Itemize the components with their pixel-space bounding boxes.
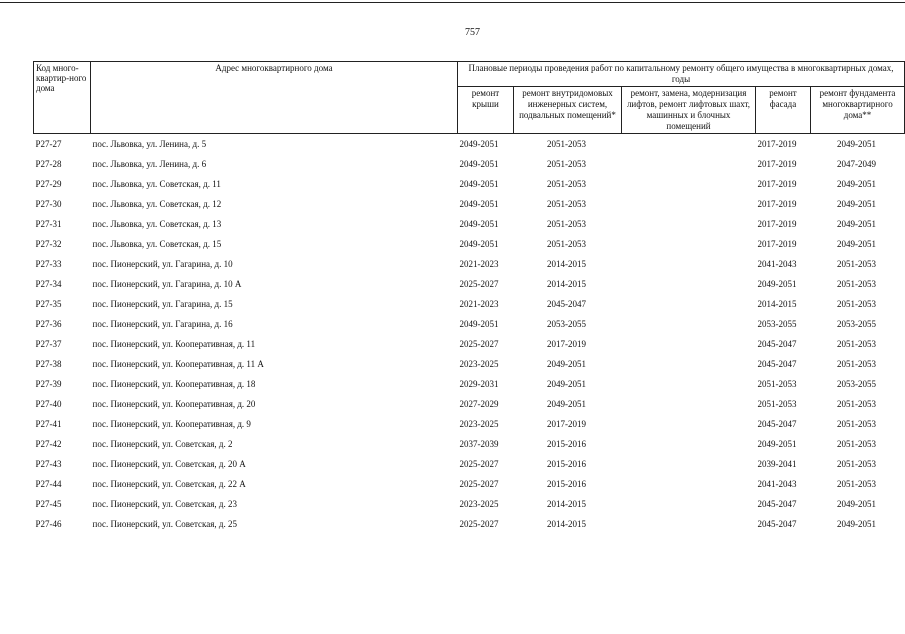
header-address: Адрес многоквартирного дома (91, 62, 458, 134)
cell-code: Р27-34 (35, 278, 62, 289)
cell-foundation: 2049-2051 (837, 218, 877, 229)
cell-address: пос. Пионерский, ул. Гагарина, д. 10 А (92, 278, 242, 289)
table-row (34, 254, 905, 274)
cell-code: Р27-32 (35, 238, 62, 249)
cell-roof: 2027-2029 (459, 398, 499, 409)
cell-code: Р27-37 (35, 338, 62, 349)
cell-engineering: 2045-2047 (547, 298, 586, 309)
cell-elevators (622, 194, 756, 214)
cell-facade: 2041-2043 (757, 478, 797, 489)
cell-code: Р27-38 (35, 358, 62, 369)
cell-code: Р27-41 (35, 418, 62, 429)
cell-facade: 2039-2041 (757, 458, 797, 469)
cell-foundation: 2047-2049 (837, 158, 877, 169)
cell-facade: 2045-2047 (757, 498, 797, 509)
cell-elevators (622, 174, 756, 194)
cell-roof: 2049-2051 (459, 138, 499, 149)
table-row (34, 134, 905, 155)
cell-foundation: 2049-2051 (837, 238, 877, 249)
cell-facade: 2017-2019 (757, 238, 797, 249)
cell-roof: 2049-2051 (459, 158, 499, 169)
cell-roof: 2021-2023 (459, 298, 499, 309)
cell-foundation: 2051-2053 (837, 418, 877, 429)
table-row (34, 214, 905, 234)
cell-code: Р27-44 (35, 478, 62, 489)
cell-foundation: 2053-2055 (837, 318, 877, 329)
cell-elevators (622, 454, 756, 474)
table-row (34, 474, 905, 494)
cell-foundation: 2051-2053 (837, 438, 877, 449)
cell-code: Р27-39 (35, 378, 62, 389)
table-row (34, 494, 905, 514)
cell-elevators (622, 274, 756, 294)
cell-engineering: 2051-2053 (547, 138, 586, 149)
cell-foundation: 2051-2053 (837, 258, 877, 269)
cell-facade: 2041-2043 (757, 258, 797, 269)
cell-elevators (622, 434, 756, 454)
cell-elevators (622, 254, 756, 274)
cell-code: Р27-46 (35, 518, 62, 529)
cell-address: пос. Львовка, ул. Ленина, д. 5 (92, 138, 207, 149)
cell-address: пос. Пионерский, ул. Советская, д. 20 А (92, 458, 246, 469)
cell-engineering: 2051-2053 (547, 178, 586, 189)
cell-elevators (622, 494, 756, 514)
cell-elevators (622, 334, 756, 354)
cell-address: пос. Пионерский, ул. Кооперативная, д. 11 А (92, 358, 264, 369)
cell-address: пос. Пионерский, ул. Советская, д. 2 (92, 438, 233, 449)
cell-code: Р27-40 (35, 398, 62, 409)
cell-roof: 2025-2027 (459, 278, 499, 289)
cell-facade: 2049-2051 (757, 278, 797, 289)
cell-elevators (622, 474, 756, 494)
cell-engineering: 2017-2019 (547, 338, 586, 349)
cell-elevators (622, 414, 756, 434)
cell-facade: 2045-2047 (757, 418, 797, 429)
cell-code: Р27-42 (35, 438, 62, 449)
header-roof: ремонт крыши (458, 87, 514, 134)
header-periods-group: Плановые периоды проведения работ по капитальному ремонту общего имущества в многоквартирных домах, годы (458, 62, 905, 87)
cell-foundation: 2051-2053 (837, 458, 877, 469)
cell-foundation: 2049-2051 (837, 178, 877, 189)
cell-engineering: 2049-2051 (547, 358, 586, 369)
cell-engineering: 2014-2015 (547, 498, 586, 509)
cell-engineering: 2017-2019 (547, 418, 586, 429)
table-row (34, 274, 905, 294)
table-row (34, 514, 905, 534)
cell-roof: 2049-2051 (459, 318, 499, 329)
cell-facade: 2017-2019 (757, 158, 797, 169)
cell-code: Р27-33 (35, 258, 62, 269)
cell-code: Р27-30 (35, 198, 62, 209)
cell-foundation: 2051-2053 (837, 278, 877, 289)
cell-elevators (622, 314, 756, 334)
cell-roof: 2049-2051 (459, 178, 499, 189)
cell-elevators (622, 354, 756, 374)
header-foundation: ремонт фундамента многоквартирного дома** (811, 87, 905, 134)
cell-engineering: 2051-2053 (547, 218, 586, 229)
cell-foundation: 2051-2053 (837, 478, 877, 489)
cell-elevators (622, 394, 756, 414)
table-row (34, 154, 905, 174)
cell-roof: 2037-2039 (459, 438, 499, 449)
cell-facade: 2051-2053 (757, 398, 797, 409)
cell-engineering: 2051-2053 (547, 198, 586, 209)
cell-roof: 2049-2051 (459, 198, 499, 209)
cell-elevators (622, 514, 756, 534)
cell-code: Р27-45 (35, 498, 62, 509)
cell-code: Р27-31 (35, 218, 62, 229)
cell-address: пос. Львовка, ул. Советская, д. 15 (92, 238, 222, 249)
cell-facade: 2045-2047 (757, 338, 797, 349)
cell-engineering: 2014-2015 (547, 278, 586, 289)
cell-facade: 2017-2019 (757, 198, 797, 209)
cell-roof: 2049-2051 (459, 238, 499, 249)
table-row (34, 434, 905, 454)
cell-address: пос. Львовка, ул. Советская, д. 13 (92, 218, 222, 229)
cell-facade: 2045-2047 (757, 518, 797, 529)
cell-address: пос. Пионерский, ул. Кооперативная, д. 9 (92, 418, 251, 429)
cell-roof: 2023-2025 (459, 498, 499, 509)
cell-foundation: 2051-2053 (837, 358, 877, 369)
cell-roof: 2029-2031 (459, 378, 499, 389)
table-row (34, 374, 905, 394)
cell-engineering: 2015-2016 (547, 478, 586, 489)
cell-address: пос. Пионерский, ул. Кооперативная, д. 20 (92, 398, 256, 409)
header-elevators: ремонт, замена, модернизация лифтов, ремонт лифтовых шахт, машинных и блочных помещений (622, 87, 756, 134)
cell-facade: 2017-2019 (757, 218, 797, 229)
cell-facade: 2017-2019 (757, 138, 797, 149)
cell-foundation: 2049-2051 (837, 198, 877, 209)
cell-code: Р27-27 (35, 138, 62, 149)
table-row (34, 314, 905, 334)
cell-foundation: 2051-2053 (837, 398, 877, 409)
cell-facade: 2053-2055 (757, 318, 797, 329)
cell-foundation: 2049-2051 (837, 138, 877, 149)
cell-engineering: 2015-2016 (547, 458, 586, 469)
cell-facade: 2051-2053 (757, 378, 797, 389)
cell-address: пос. Пионерский, ул. Кооперативная, д. 11 (92, 338, 256, 349)
cell-foundation: 2049-2051 (837, 518, 877, 529)
table-row (34, 394, 905, 414)
cell-engineering: 2051-2053 (547, 158, 586, 169)
table-row (34, 294, 905, 314)
page-top-rule (0, 2, 905, 3)
header-facade: ремонт фасада (756, 87, 811, 134)
table-row (34, 234, 905, 254)
header-code: Код много-квартир-ного дома (34, 62, 91, 134)
cell-elevators (622, 294, 756, 314)
cell-engineering: 2014-2015 (547, 518, 586, 529)
cell-roof: 2025-2027 (459, 458, 499, 469)
table-row (34, 454, 905, 474)
cell-code: Р27-36 (35, 318, 62, 329)
cell-elevators (622, 214, 756, 234)
cell-roof: 2025-2027 (459, 478, 499, 489)
cell-facade: 2014-2015 (757, 298, 797, 309)
cell-engineering: 2049-2051 (547, 378, 586, 389)
cell-elevators (622, 234, 756, 254)
header-row-top (34, 62, 905, 87)
cell-facade: 2017-2019 (757, 178, 797, 189)
header-engineering: ремонт внутридомовых инженерных систем, подвальных помещений* (514, 87, 622, 134)
table-row (34, 334, 905, 354)
cell-engineering: 2051-2053 (547, 238, 586, 249)
cell-address: пос. Львовка, ул. Ленина, д. 6 (92, 158, 207, 169)
cell-facade: 2045-2047 (757, 358, 797, 369)
cell-foundation: 2051-2053 (837, 298, 877, 309)
cell-code: Р27-35 (35, 298, 62, 309)
cell-elevators (622, 374, 756, 394)
cell-roof: 2021-2023 (459, 258, 499, 269)
cell-foundation: 2053-2055 (837, 378, 877, 389)
cell-address: пос. Пионерский, ул. Гагарина, д. 15 (92, 298, 233, 309)
table-row (34, 414, 905, 434)
cell-roof: 2023-2025 (459, 418, 499, 429)
cell-address: пос. Пионерский, ул. Советская, д. 23 (92, 498, 237, 509)
cell-address: пос. Львовка, ул. Советская, д. 12 (92, 198, 222, 209)
cell-elevators (622, 134, 756, 155)
cell-engineering: 2049-2051 (547, 398, 586, 409)
cell-facade: 2049-2051 (757, 438, 797, 449)
cell-engineering: 2053-2055 (547, 318, 586, 329)
cell-address: пос. Львовка, ул. Советская, д. 11 (92, 178, 221, 189)
capital-repair-table (33, 61, 905, 534)
cell-address: пос. Пионерский, ул. Советская, д. 22 А (92, 478, 246, 489)
table-row (34, 194, 905, 214)
page-number: 757 (465, 27, 480, 38)
cell-address: пос. Пионерский, ул. Гагарина, д. 10 (92, 258, 233, 269)
cell-roof: 2025-2027 (459, 518, 499, 529)
table-row (34, 354, 905, 374)
cell-engineering: 2014-2015 (547, 258, 586, 269)
cell-engineering: 2015-2016 (547, 438, 586, 449)
table-row (34, 174, 905, 194)
cell-code: Р27-28 (35, 158, 62, 169)
cell-roof: 2049-2051 (459, 218, 499, 229)
cell-roof: 2025-2027 (459, 338, 499, 349)
cell-elevators (622, 154, 756, 174)
cell-roof: 2023-2025 (459, 358, 499, 369)
cell-address: пос. Пионерский, ул. Гагарина, д. 16 (92, 318, 233, 329)
cell-code: Р27-29 (35, 178, 62, 189)
cell-address: пос. Пионерский, ул. Советская, д. 25 (92, 518, 237, 529)
cell-foundation: 2049-2051 (837, 498, 877, 509)
cell-code: Р27-43 (35, 458, 62, 469)
cell-foundation: 2051-2053 (837, 338, 877, 349)
cell-address: пос. Пионерский, ул. Кооперативная, д. 18 (92, 378, 256, 389)
table-body (34, 134, 905, 535)
